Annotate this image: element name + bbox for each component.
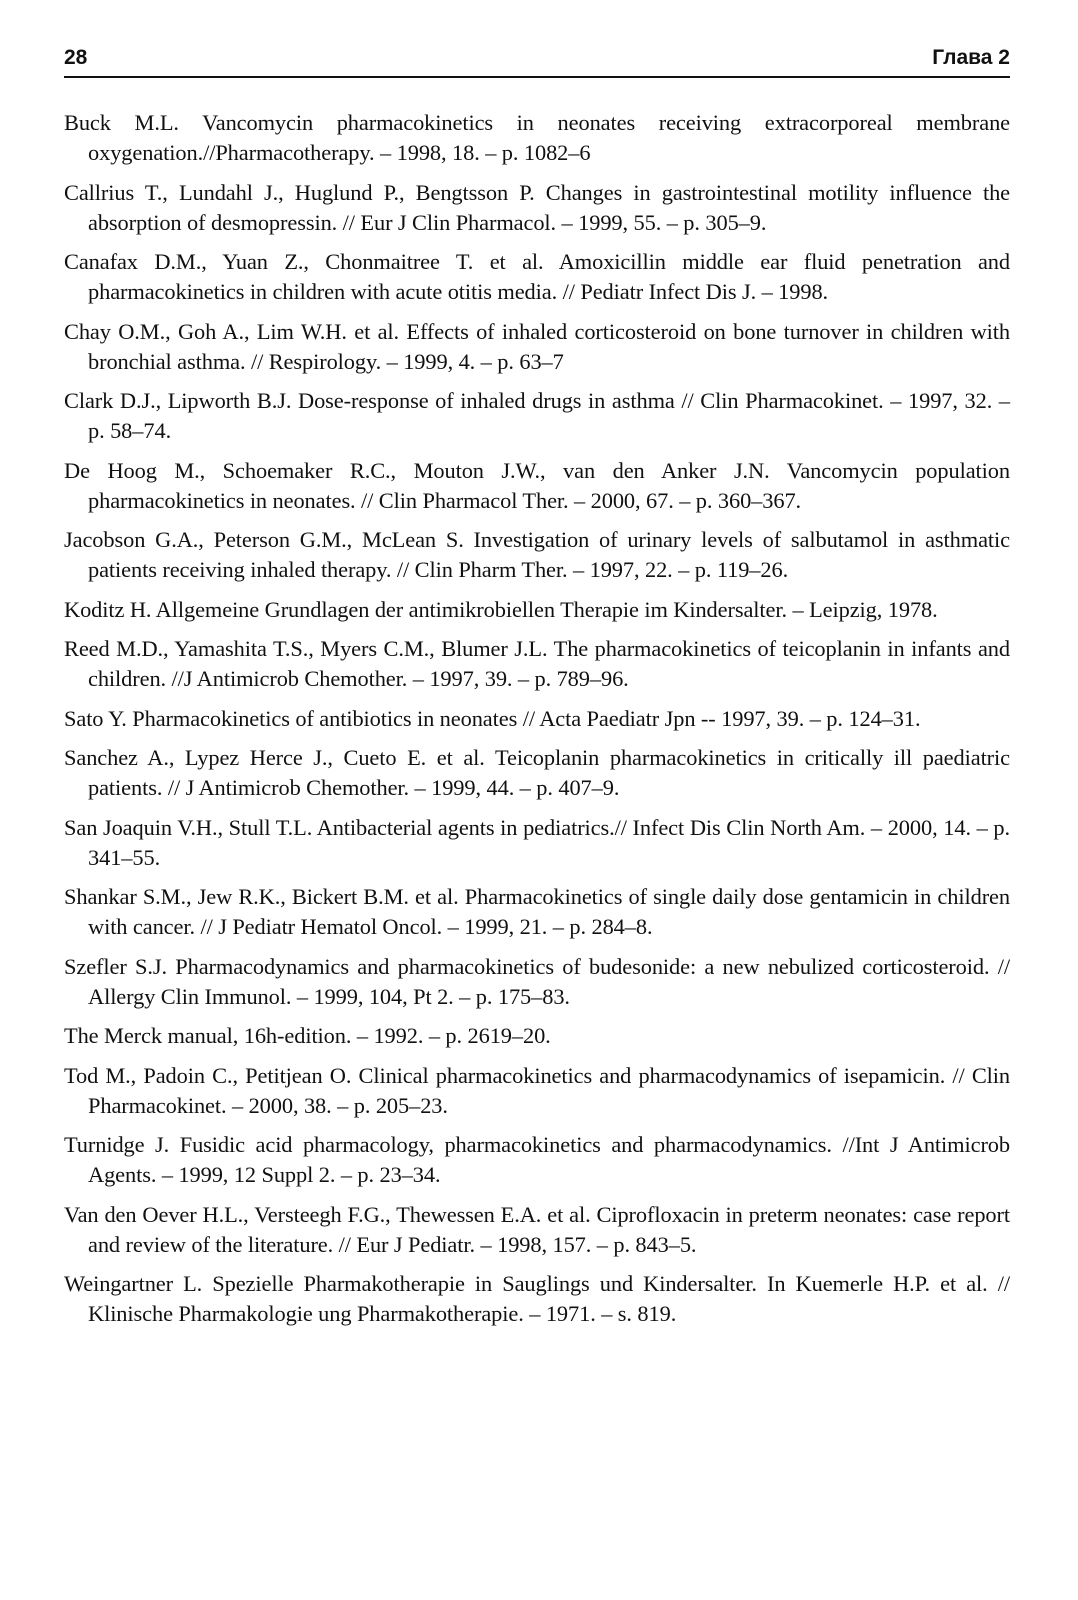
reference-item: Buck M.L. Vancomycin pharmacokinetics in neonates receiving extracorporeal membrane oxygenation.//Pharmacotherapy. – 1998, 18. – p. 1082–6 [64,110,1010,165]
reference-item: Chay O.M., Goh A., Lim W.H. et al. Effects of inhaled corticosteroid on bone turnover in children with bronchial asthma. // Respirology. – 1999, 4. – p. 63–7 [64,318,1010,374]
reference-item: Szefler S.J. Pharmacodynamics and pharmacokinetics of budesonide: a new nebulized corticosteroid. // Allergy Clin Immunol. – 1999, 104, Pt 2. – p. 175–83. [64,953,1010,1009]
reference-item: Callrius T., Lundahl J., Huglund P., Bengtsson P. Changes in gastrointestinal motility influence the absorption of desmopressin. // Eur J Clin Pharmacol. – 1999, 55. – p. 305–9. [64,179,1010,235]
reference-item: Van den Oever H.L., Versteegh F.G., Thewessen E.A. et al. Ciprofloxacin in preterm neonates: case report and review of the literature. // Eur J Pediatr. – 1998, 157. – p. 843–5. [64,1201,1010,1257]
reference-item: Tod M., Padoin C., Petitjean O. Clinical pharmacokinetics and pharmacodynamics of isepamicin. // Clin Pharmacokinet. – 2000, 38. – p. 205–23. [64,1062,1010,1118]
reference-item: San Joaquin V.H., Stull T.L. Antibacterial agents in pediatrics.// Infect Dis Clin North Am. – 2000, 14. – p. 341–55. [64,814,1010,870]
reference-item: Sato Y. Pharmacokinetics of antibiotics in neonates // Acta Paediatr Jpn -- 1997, 39. – p. 124–31. [64,705,921,731]
reference-item: Shankar S.M., Jew R.K., Bickert B.M. et al. Pharmacokinetics of single daily dose gentamicin in children with cancer. // J Pediatr Hematol Oncol. – 1999, 21. – p. 284–8. [64,884,1010,939]
page-number: 28 [64,46,88,69]
book-page [64,40,1010,1339]
reference-item: Turnidge J. Fusidic acid pharmacology, pharmacokinetics and pharmacodynamics. //Int J Antimicrob Agents. – 1999, 12 Suppl 2. – p. 23–34. [64,1132,1010,1187]
reference-item: Jacobson G.A., Peterson G.M., McLean S. Investigation of urinary levels of salbutamol in asthmatic patients receiving inhaled therapy. // Clin Pharm Ther. – 1997, 22. – p. 119–26. [64,527,1010,582]
reference-item: De Hoog M., Schoemaker R.C., Mouton J.W., van den Anker J.N. Vancomycin population pharmacokinetics in neonates. // Clin Pharmacol Ther. – 2000, 67. – p. 360–367. [64,457,1010,513]
reference-item: Canafax D.M., Yuan Z., Chonmaitree T. et al. Amoxicillin middle ear fluid penetration and pharmacokinetics in children with acute otitis media. // Pediatr Infect Dis J. – 1998. [64,249,1010,304]
reference-item: Reed M.D., Yamashita T.S., Myers C.M., Blumer J.L. The pharmacokinetics of teicoplanin in infants and children. //J Antimicrob Chemother. – 1997, 39. – p. 789–96. [64,636,1010,691]
reference-item: Clark D.J., Lipworth B.J. Dose-response of inhaled drugs in asthma // Clin Pharmacokinet. – 1997, 32. – p. 58–74. [64,388,1010,443]
reference-item: Weingartner L. Spezielle Pharmakotherapie in Sauglings und Kindersalter. In Kuemerle H.P. et al. // Klinische Pharmakologie ung Pharmakotherapie. – 1971. – s. 819. [64,1271,1010,1326]
reference-item: The Merck manual, 16h-edition. – 1992. – p. 2619–20. [64,1023,551,1048]
reference-list [64,108,1010,1329]
reference-item: Sanchez A., Lypez Herce J., Cueto E. et al. Teicoplanin pharmacokinetics in critically ill paediatric patients. // J Antimicrob Chemother. – 1999, 44. – p. 407–9. [64,745,1010,800]
reference-item: Koditz H. Allgemeine Grundlagen der antimikrobiellen Therapie im Kindersalter. – Leipzig, 1978. [64,596,938,622]
running-header [64,40,1010,78]
chapter-label: Глава 2 [932,46,1010,69]
